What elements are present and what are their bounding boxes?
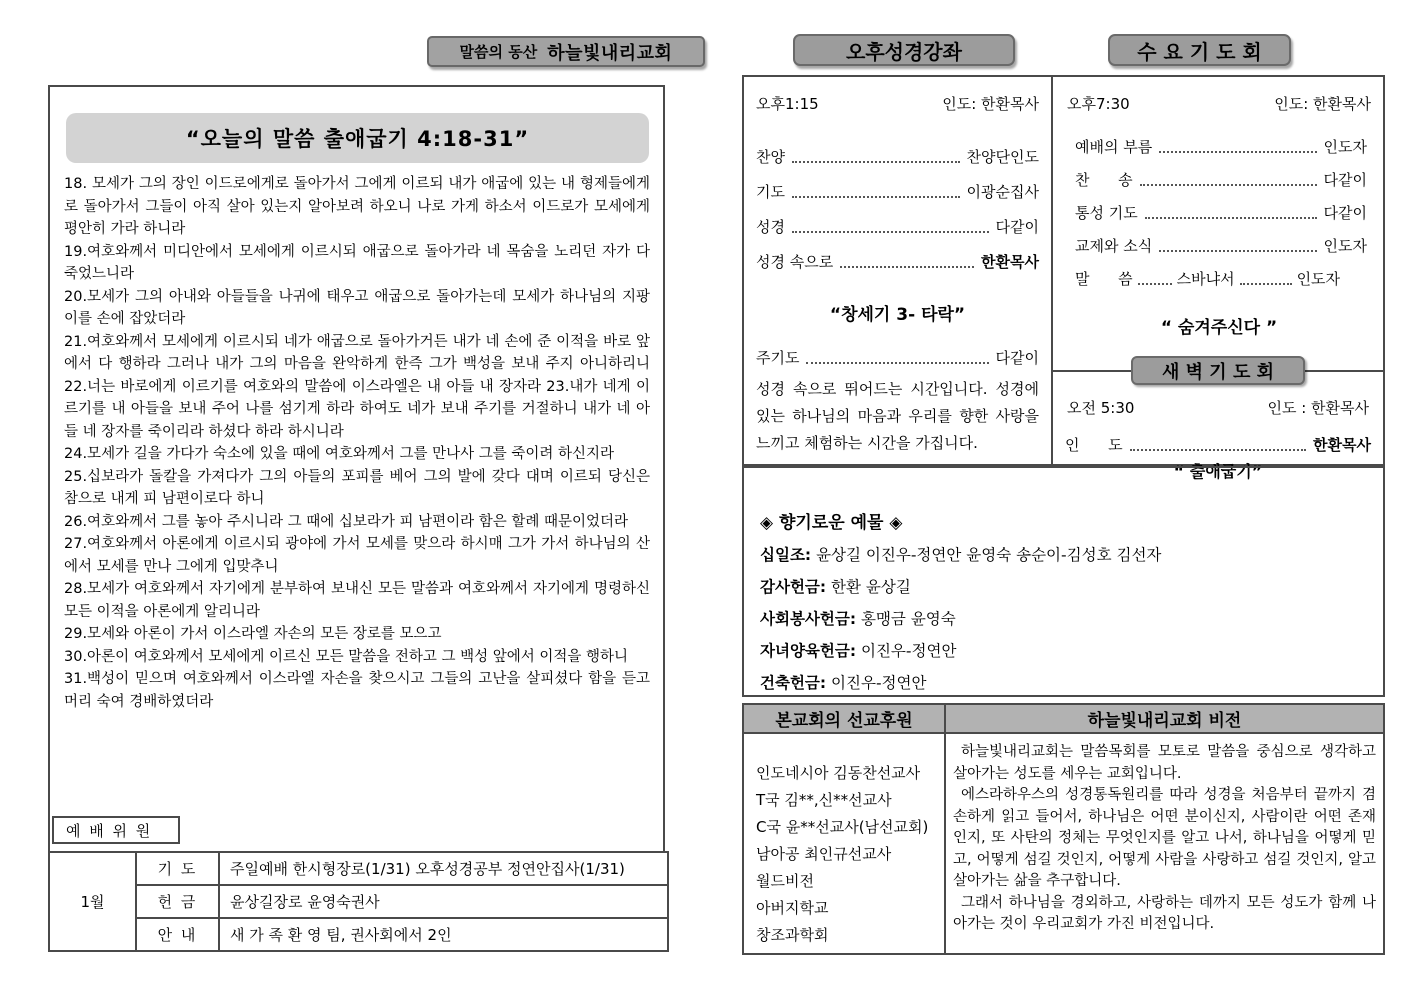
dawn-sermon-title: “ 출애굽기”	[1173, 462, 1263, 481]
offering-item	[760, 607, 1367, 629]
service-time: 오후7:30	[1067, 95, 1130, 113]
program-row	[756, 347, 1039, 368]
program-row	[756, 181, 1039, 202]
table-body	[744, 734, 1383, 953]
verse-paragraph: 26.여호와께서 그를 놓아 주시니라 그 때에 십보라가 피 남편이라 함은 할례 때문이었더라	[64, 513, 629, 530]
wednesday-prayer-badge: 수 요 기 도 회	[1108, 34, 1291, 66]
program-row	[1075, 202, 1367, 223]
program-row	[756, 216, 1039, 237]
scripture-title: “오늘의 말씀 출애굽기 4:18-31”	[66, 113, 649, 163]
program-value: 인도자	[1296, 270, 1341, 288]
offering-label: 십일조:	[760, 546, 812, 564]
dotted-leader	[806, 362, 988, 364]
program-value: 다같이	[995, 349, 1039, 367]
afternoon-sermon-title: “창세기 3- 타락”	[829, 305, 966, 325]
offering-label: 사회봉사헌금:	[760, 610, 857, 628]
verse-paragraph: 27.여호와께서 아론에게 이르시되 광야에 가서 모세를 맞으라 하시매 그가 가서 하나님의 산에서 모세를 만나 그에게 입맞추니	[64, 536, 650, 575]
offering-names: 홍맹금 윤영숙	[860, 610, 956, 628]
offering-item	[760, 543, 1367, 565]
program-label: 찬 송	[1075, 171, 1133, 189]
offerings-box	[742, 466, 1385, 697]
dotted-leader	[1145, 217, 1317, 219]
afternoon-class-badge: 오후성경강좌	[793, 34, 1015, 66]
program-row	[1075, 169, 1367, 190]
program-label: 성경	[756, 218, 785, 236]
offering-label: 건축헌금:	[760, 674, 827, 692]
committee-row-label: 기 도	[136, 852, 219, 885]
offering-names: 한환 윤상길	[831, 578, 911, 596]
verse-paragraph: 20.모세가 그의 아내와 아들들을 나귀에 태우고 애굽으로 돌아가는데 모세가 하나님의 지팡이를 손에 잡았더라	[64, 288, 650, 327]
vision-paragraph: 하늘빛내리교회는 말씀목회를 모토로 말씀을 중심으로 생각하고 살아가는 성도를 세우는 교회입니다.	[953, 744, 1376, 782]
table-row	[49, 852, 668, 885]
table-row	[49, 918, 668, 951]
vision-header: 하늘빛내리교회 비전	[1087, 711, 1242, 731]
program-rows	[1067, 136, 1371, 289]
list-item: 아버지학교	[756, 899, 829, 917]
committee-row-value: 윤상길장로 윤영숙권사	[219, 885, 668, 918]
dotted-leader	[1140, 184, 1317, 186]
wednesday-content	[1053, 77, 1383, 358]
program-label: 통성 기도	[1075, 204, 1138, 222]
dotted-leader	[840, 266, 974, 268]
committee-row-label: 안 내	[136, 918, 219, 951]
committee-row-value: 새 가 족 환 영 팀, 권사회에서 2인	[219, 918, 668, 951]
dotted-leader	[792, 196, 960, 198]
verse-paragraph: 25.십보라가 돌칼을 가져다가 그의 아들의 포피를 베어 그의 발에 갖다 대며 이르되 당신은 참으로 내게 피 남편이로다 하니	[64, 468, 650, 507]
mission-support-list	[744, 734, 946, 953]
offering-names: 이진우-정연안	[831, 674, 927, 692]
program-row	[756, 146, 1039, 167]
verse-paragraph: 18. 모세가 그의 장인 이드로에게로 돌아가서 그에게 이르되 내가 애굽에 있는 내 형제들에게로 돌아가서 그들이 아직 살아 있는지 알아보려 하오니 나로 가게 하소서 이드로가 모세에게 평안히 가라 하니라	[64, 176, 650, 237]
scripture-box	[48, 85, 665, 952]
program-value: 이광순집사	[966, 183, 1039, 201]
service-leader: 인도: 한환목사	[942, 95, 1039, 113]
scripture-verses	[64, 173, 650, 713]
program-value: 한환목사	[1313, 436, 1371, 454]
offering-item	[760, 575, 1367, 597]
afternoon-description: 성경 속으로 뛰어드는 시간입니다. 성경에 있는 하나님의 마음과 우리를 향한 사랑을 느끼고 체험하는 시간을 가집니다.	[756, 380, 1039, 452]
list-item: 월드비전	[756, 872, 814, 890]
verse-paragraph: 19.여호와께서 미디안에서 모세에게 이르시되 애굽으로 돌아가라 네 목숨을 노리던 자가 다 죽었느니라	[64, 243, 650, 282]
offering-label: 감사헌금:	[760, 578, 827, 596]
verse-paragraph: 30.아론이 여호와께서 모세에게 이르신 모든 말씀을 전하고 그 백성 앞에서 이적을 행하니	[64, 648, 629, 665]
list-item: 남아공 최인규선교사	[756, 845, 892, 863]
committee-row-value: 주일예배 한시형장로(1/31) 오후성경공부 정연안집사(1/31)	[219, 852, 668, 885]
time-row	[1067, 93, 1371, 114]
dotted-leader	[1159, 151, 1316, 153]
worship-committee-label: 예 배 위 원	[52, 816, 180, 844]
committee-row-label: 헌 금	[136, 885, 219, 918]
service-leader: 인도: 한환목사	[1274, 95, 1371, 113]
program-value: 다같이	[1323, 204, 1367, 222]
offering-names: 이진우-정연안	[860, 642, 957, 660]
worship-committee-table	[48, 851, 669, 952]
program-row	[1075, 136, 1367, 157]
offering-label: 자녀양육헌금:	[760, 642, 857, 660]
program-row	[756, 251, 1039, 272]
dotted-leader	[792, 161, 960, 163]
list-item: 창조과학회	[756, 926, 829, 944]
program-row	[1075, 235, 1367, 256]
program-row	[1065, 434, 1371, 455]
table-header-row	[744, 705, 1383, 734]
program-value: 다같이	[995, 218, 1039, 236]
list-item: T국 김**,신**선교사	[756, 791, 892, 809]
dotted-leader	[1159, 250, 1316, 252]
program-label: 예배의 부름	[1075, 138, 1153, 156]
verse-paragraph: 31.백성이 믿으며 여호와께서 이스라엘 자손을 찾으시고 그들의 고난을 살피셨다 함을 듣고 머리 숙여 경배하였더라	[64, 671, 650, 710]
program-label: 말 씀	[1075, 270, 1133, 288]
vision-paragraph: 에스라하우스의 성경통독원리를 따라 성경을 처음부터 끝까지 겸손하게 읽고 들어서, 하나님은 어떤 분이신지, 사람이란 어떤 존재인지, 또 사탄의 정체는 무엇인지를 알고 나서, 하나님을 어떻게 믿고, 어떻게 섬길 것인지, 어떻게 사람을 사랑하고 섬길 것인지, 알고 살아가는 삶을 추구합니다.	[953, 787, 1376, 889]
program-label: 인 도	[1065, 436, 1123, 454]
word-book: 스바냐서	[1176, 270, 1235, 288]
time-row	[1065, 397, 1371, 418]
list-item: C국 윤**선교사(남선교회)	[756, 818, 929, 836]
offering-item	[760, 671, 1367, 693]
program-value: 한환목사	[981, 253, 1039, 271]
time-row	[756, 93, 1039, 114]
program-row-word	[1075, 268, 1367, 289]
dotted-leader	[1130, 449, 1306, 451]
program-value: 인도자	[1323, 237, 1367, 255]
wednesday-sermon-title: “ 숨겨주신다 ”	[1160, 318, 1278, 338]
program-label: 교제와 소식	[1075, 237, 1153, 255]
mission-vision-table	[742, 703, 1385, 955]
offerings-title: ◈ 향기로운 예물 ◈	[760, 513, 903, 533]
service-time: 오전 5:30	[1067, 399, 1135, 417]
table-row	[49, 885, 668, 918]
mission-header: 본교회의 선교후원	[744, 705, 946, 732]
verse-paragraph: 28.모세가 여호와께서 자기에게 분부하여 보내신 모든 말씀과 여호와께서 자기에게 명령하신 모든 이적을 아론에게 알리니라	[64, 581, 650, 620]
program-value: 다같이	[1323, 171, 1367, 189]
offering-names: 윤상길 이진우-정연안 윤영숙 송순이-김성호 김선자	[816, 546, 1162, 564]
verse-paragraph: 21.여호와께서 모세에게 이르시되 네가 애굽으로 돌아가거든 내가 네 손에 준 이적을 바로 앞에서 다 행하라 그러나 내가 그의 마음을 완악하게 한즉 그가 백성을 보내 주지 아니하리니 22.너는 바로에게 이르기를 여호와의 말씀에 이스라엘은 내 아들 내 장자라 23.내가 네게 이르기를 내 아들을 보내 주어 나를 섬기게 하라 하여도 네가 보내 주기를 거절하니 내가 네 아들 네 장자를 죽이리라 하셨다 하라 하시니라	[64, 333, 650, 440]
program-value: 인도자	[1323, 138, 1367, 156]
program-label: 찬양	[756, 148, 785, 166]
service-leader: 인도 : 한환목사	[1267, 399, 1369, 417]
program-label: 기도	[756, 183, 785, 201]
afternoon-class-column	[744, 77, 1053, 464]
list-item: 인도네시아 김동찬선교사	[756, 764, 921, 782]
dotted-leader	[1138, 283, 1172, 285]
dotted-leader	[792, 231, 989, 233]
dawn-prayer-badge: 새 벽 기 도 회	[1131, 356, 1305, 385]
program-label: 주기도	[756, 349, 800, 367]
verse-paragraph: 24.모세가 길을 가다가 숙소에 있을 때에 여호와께서 그를 만나사 그를 죽이려 하신지라	[64, 446, 614, 462]
verse-paragraph: 29.모세와 아론이 가서 이스라엘 자손의 모든 장로를 모으고	[64, 626, 442, 642]
dotted-leader	[1240, 283, 1292, 285]
badge-church-name: 하늘빛내리교회	[547, 42, 673, 64]
service-time: 오후1:15	[756, 95, 819, 113]
program-value: 찬양단인도	[966, 148, 1039, 166]
wednesday-prayer-column	[1053, 77, 1383, 481]
committee-month: 1월	[49, 852, 136, 951]
program-box	[742, 75, 1385, 481]
badge-prefix: 말씀의 동산	[459, 43, 538, 61]
program-label: 성경 속으로	[756, 253, 834, 271]
vision-text	[946, 734, 1383, 953]
offering-item	[760, 639, 1367, 661]
church-name-badge	[427, 36, 705, 67]
vision-paragraph: 그래서 하나님을 경외하고, 사랑하는 데까지 모든 성도가 함께 나아가는 것이 우리교회가 가진 비전입니다.	[953, 894, 1376, 932]
program-rows	[756, 146, 1039, 272]
